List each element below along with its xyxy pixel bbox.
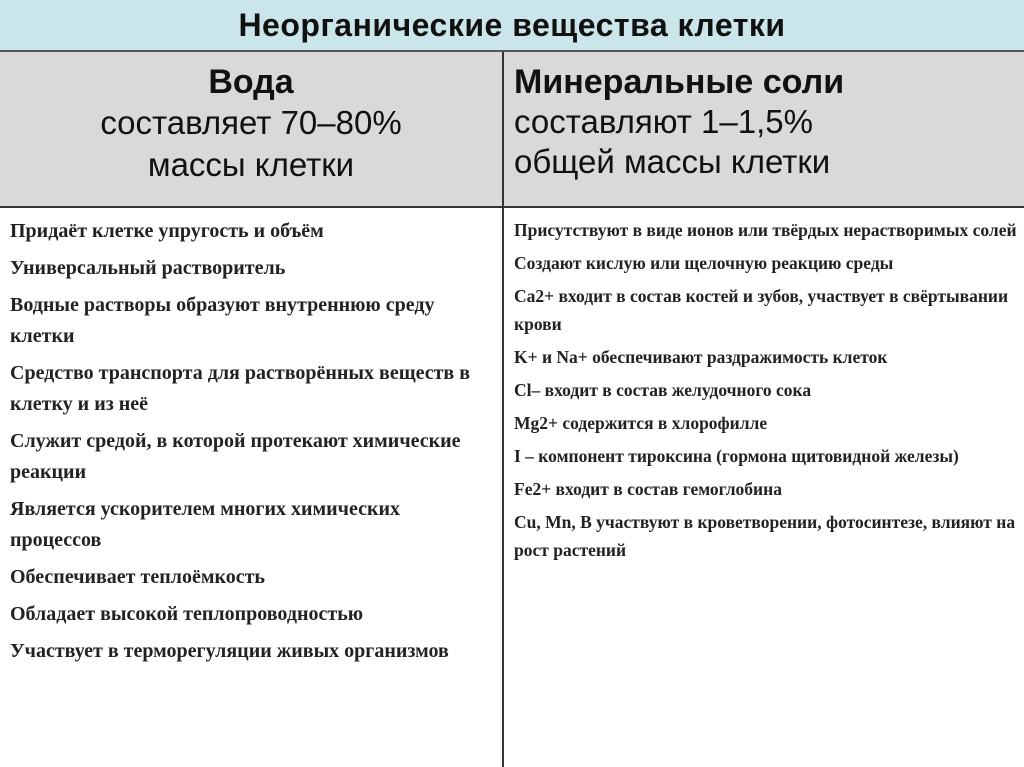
list-item: I – компонент тироксина (гормона щитовидной железы): [514, 446, 959, 466]
salts-header: [514, 52, 1019, 208]
list-item: Cl– входит в состав желудочного сока: [514, 380, 812, 400]
list-item: Обеспечивает теплоёмкость: [10, 566, 265, 588]
salts-heading: Минеральные соли: [514, 63, 845, 101]
list-item: Ca2+ входит в состав костей и зубов, участвует в свёртывании крови: [514, 286, 1009, 334]
table-header-row: [0, 52, 1024, 208]
water-sub-line2: массы клетки: [147, 146, 355, 183]
salts-sub-line1: составляют 1–1,5%: [514, 103, 813, 140]
list-item: Cu, Mn, B участвуют в кроветворении, фотосинтезе, влияют на рост растений: [514, 512, 1016, 560]
water-header: [0, 52, 502, 208]
list-item: Средство транспорта для растворённых веществ в клетку и из неё: [10, 362, 470, 415]
list-item: Универсальный растворитель: [10, 257, 286, 279]
water-heading: Вода: [208, 63, 294, 101]
page-title: Неорганические вещества клетки: [0, 0, 1024, 52]
list-item: Придаёт клетке упругость и объём: [10, 220, 324, 242]
list-item: Fe2+ входит в состав гемоглобина: [514, 479, 782, 499]
list-item: K+ и Na+ обеспечивают раздражимость клеток: [514, 347, 888, 367]
list-item: Участвует в терморегуляции живых организмов: [10, 640, 449, 662]
water-properties-list: [10, 216, 496, 673]
list-item: Водные растворы образуют внутреннюю среду клетки: [10, 294, 435, 347]
list-item: Присутствуют в виде ионов или твёрдых нерастворимых солей: [514, 220, 1017, 240]
salts-properties-list: [514, 216, 1019, 569]
water-sub-line1: составляет 70–80%: [100, 104, 402, 141]
column-divider: [502, 52, 504, 767]
salts-sub-line2: общей массы клетки: [514, 143, 831, 180]
list-item: Служит средой, в которой протекают химические реакции: [10, 430, 461, 483]
list-item: Mg2+ содержится в хлорофилле: [514, 413, 768, 433]
list-item: Является ускорителем многих химических процессов: [10, 498, 400, 551]
list-item: Обладает высокой теплопроводностью: [10, 603, 364, 625]
list-item: Создают кислую или щелочную реакцию среды: [514, 253, 894, 273]
